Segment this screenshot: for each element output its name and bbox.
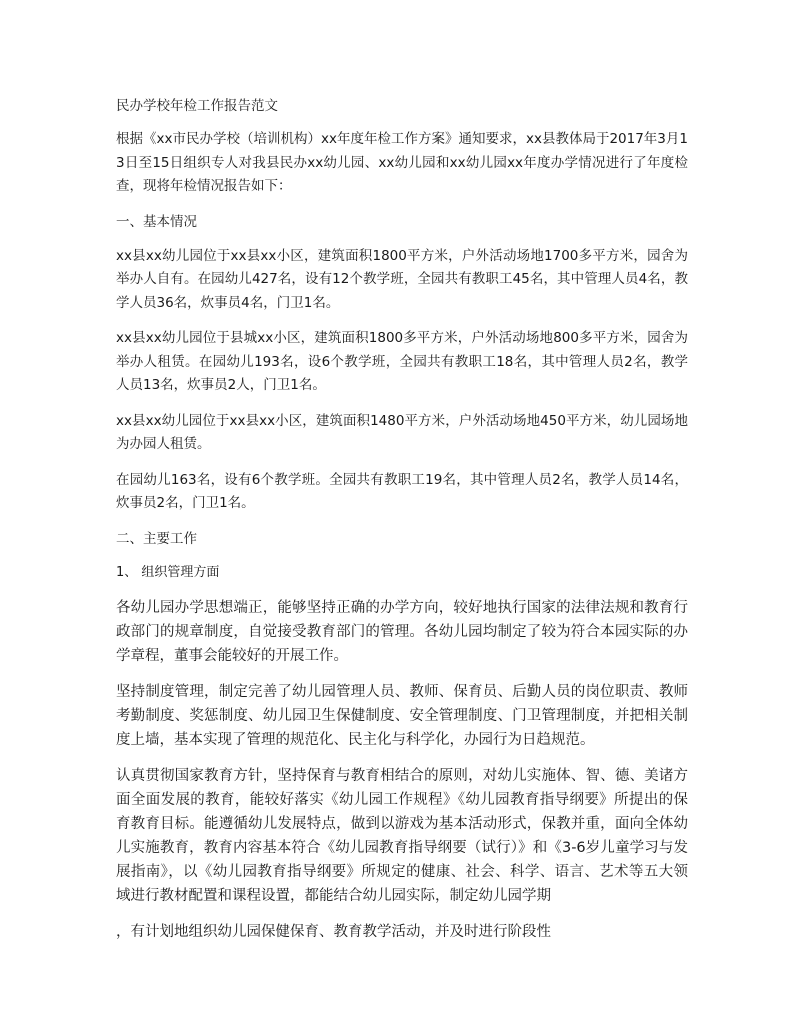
kindergarten-1-paragraph: xx县xx幼儿园位于xx县xx小区，建筑面积1800平方米，户外活动场地1700多平方米，园舍为举办人自有。在园幼儿427名，设有12个教学班，全园共有教职工45名，其中管理人员4名，教学人员36名，炊事员4名，门卫1名。 bbox=[116, 247, 688, 311]
document-page bbox=[116, 96, 688, 956]
intro-paragraph: 根据《xx市民办学校（培训机构）xx年度年检工作方案》通知要求，xx县教体局于2017年3月13日至15日组织专人对我县民办xx幼儿园、xx幼儿园和xx幼儿园xx年度办学情况进行了年度检查，现将年检情况报告如下： bbox=[116, 131, 688, 194]
kindergarten-3-staff-paragraph: 在园幼儿163名，设有6个教学班。全园共有教职工19名，其中管理人员2名，教学人员14名，炊事员2名，门卫1名。 bbox=[116, 471, 688, 511]
document-title: 民办学校年检工作报告范文 bbox=[116, 98, 278, 114]
subsection-organization-heading: 1、 组织管理方面 bbox=[116, 564, 220, 580]
management-paragraph-3: 认真贯彻国家教育方针，坚持保育与教育相结合的原则，对幼儿实施体、智、德、美诸方面全面发展的教育，能较好落实《幼儿园工作规程》《幼儿园教育指导纲要》所提出的保育教育目标。能遵循幼儿发展特点，做到以游戏为基本活动形式，保教并重，面向全体幼儿实施教育，教育内容基本符合《幼儿园教育指导纲要（试行）》和《3-6岁儿童学习与发展指南》，以《幼儿园教育指导纲要》所规定的健康、社会、科学、语言、艺术等五大领域进行教材配置和课程设置，都能结合幼儿园实际，制定幼儿园学期 bbox=[116, 767, 688, 904]
kindergarten-2-paragraph: xx县xx幼儿园位于县城xx小区，建筑面积1800多平方米，户外活动场地800多平方米，园舍为举办人租赁。在园幼儿193名，设6个教学班，全园共有教职工18名，其中管理人员2名，教学人员13名，炊事员2人，门卫1名。 bbox=[116, 330, 688, 393]
kindergarten-3-paragraph: xx县xx幼儿园位于xx县xx小区，建筑面积1480平方米，户外活动场地450平方米，幼儿园场地为办园人租赁。 bbox=[116, 412, 688, 452]
section-main-work-heading: 二、主要工作 bbox=[116, 530, 197, 547]
management-paragraph-4: ，有计划地组织幼儿园保健保育、教育教学活动，并及时进行阶段性 bbox=[116, 923, 551, 940]
management-paragraph-2: 坚持制度管理，制定完善了幼儿园管理人员、教师、保育员、后勤人员的岗位职责、教师考勤制度、奖惩制度、幼儿园卫生保健制度、安全管理制度、门卫管理制度，并把相关制度上墙，基本实现了管理的规范化、民主化与科学化，办园行为日趋规范。 bbox=[116, 683, 688, 748]
section-basic-heading: 一、基本情况 bbox=[116, 213, 197, 230]
management-paragraph-1: 各幼儿园办学思想端正，能够坚持正确的办学方向，较好地执行国家的法律法规和教育行政部门的规章制度，自觉接受教育部门的管理。各幼儿园均制定了较为符合本园实际的办学章程，董事会能较好的开展工作。 bbox=[116, 599, 688, 664]
